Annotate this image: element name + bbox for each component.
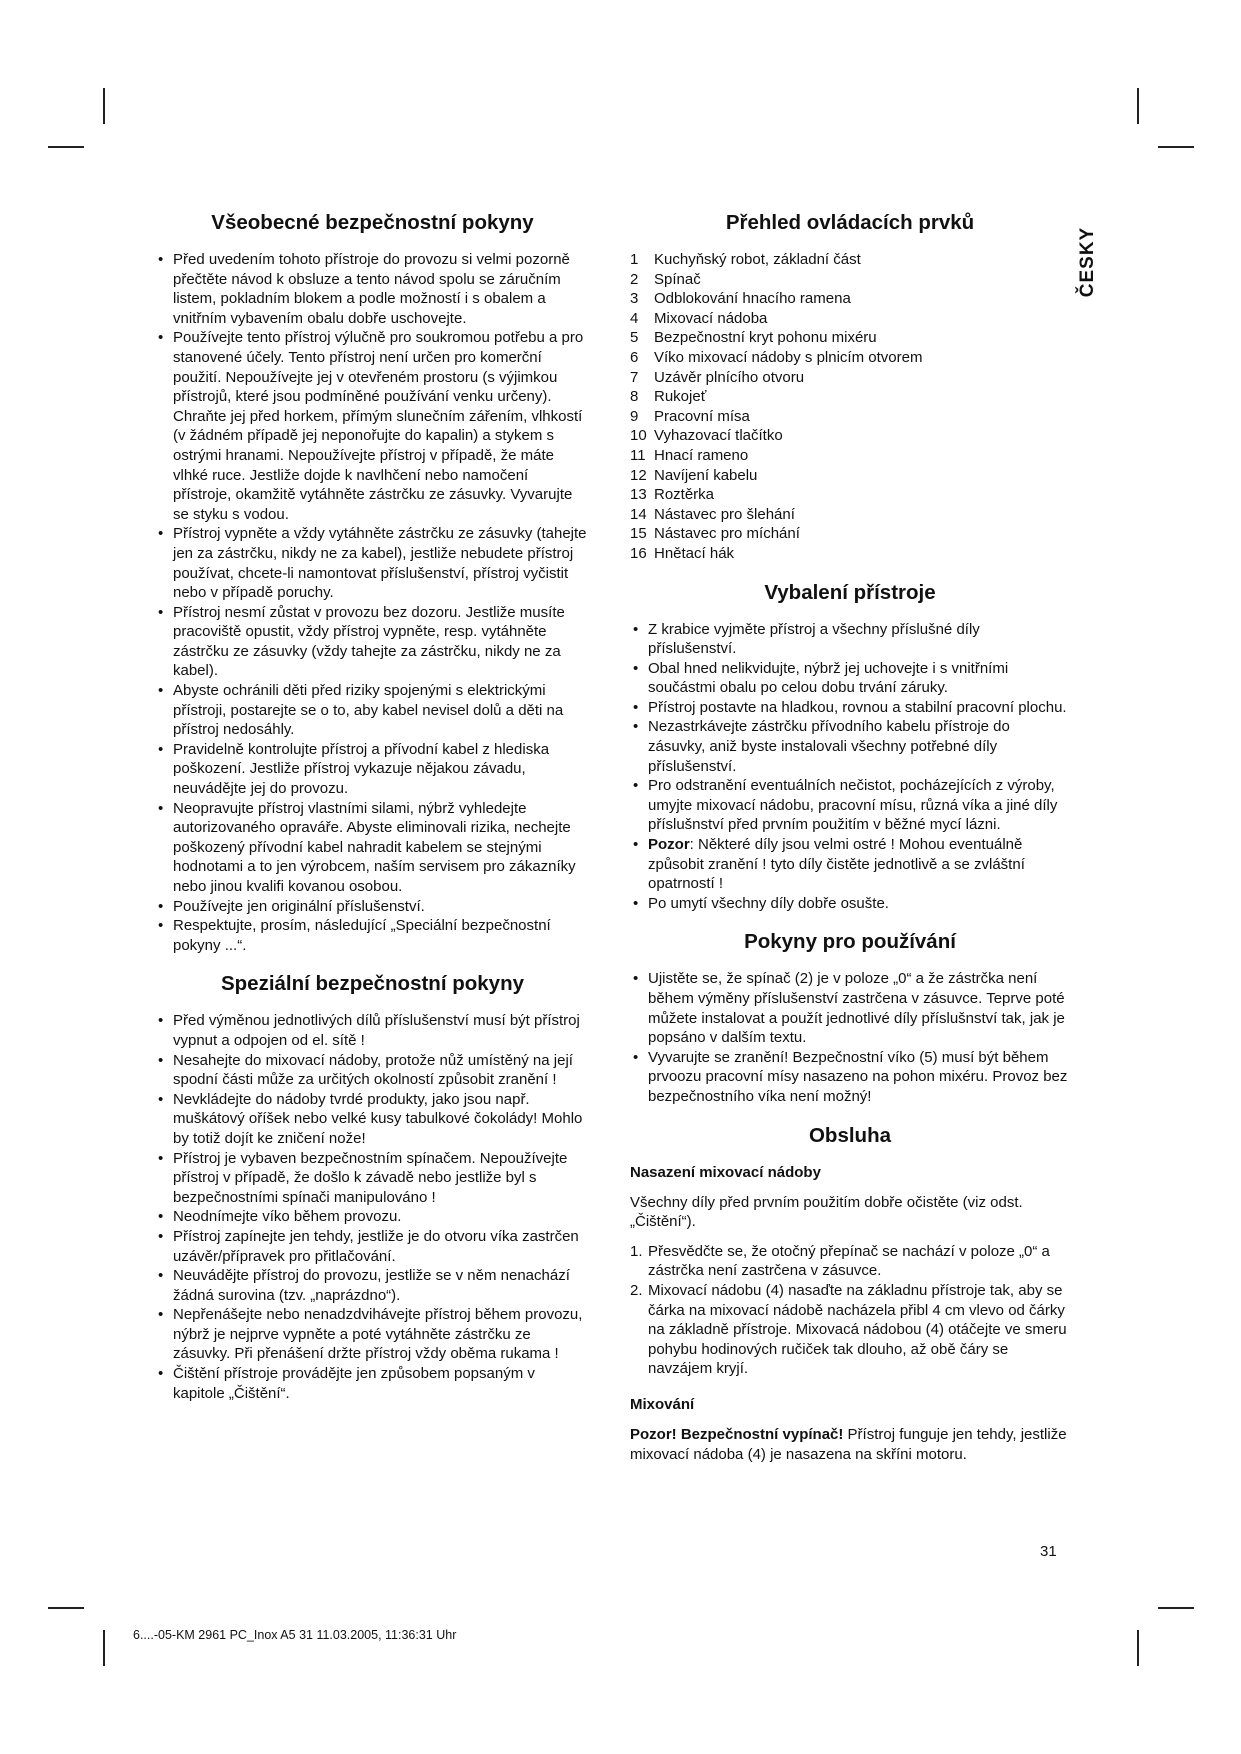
crop-mark-br-v [1137,1630,1139,1666]
list-item: • Používejte jen originální příslušenství. [155,897,590,917]
mixing-warning: Pozor! Bezpečnostní vypínač! Přístroj funguje jen tehdy, jestliže mixovací nádoba (4) je nasazena na skříni motoru. [630,1425,1067,1463]
list-item: • Před uvedením tohoto přístroje do provozu si velmi pozorně přečtěte návod k obsluze a tento návod spolu se záručním listem, pokladním blokem a podle možností i s obalem a vnitřním vybavením obalu dobře uschovejte. [155,250,590,328]
part-row: 6 Víko mixovací nádoby s plnicím otvorem [630,348,923,366]
list-item: 1. Přesvědčte se, že otočný přepínač se nachází v poloze „0“ a zástrčka není zastrčena v zásuvce. [630,1242,1050,1280]
crop-mark-bl-v [103,1630,105,1666]
list-item: • Ujistěte se, že spínač (2) je v poloze „0“ a že zástrčka není během výměny příslušenství zastrčena v zásuvce. Teprve poté můžete instalovat a použít jednotlivé díly příslušnství tak, jak je popsáno v dalším textu. [630,969,1070,1047]
operation-intro: Všechny díly před prvním použitím dobře očistěte (viz odst. „Čištění“). [630,1193,1023,1231]
crop-mark-tr-v [1137,88,1139,124]
list-item: • Přístroj zapínejte jen tehdy, jestliže je do otvoru víka zastrčen uzávěr/přípravek pro přitlačování. [155,1227,590,1266]
part-row: 8 Rukojeť [630,388,707,406]
right-column [630,210,1070,1474]
general-safety-title: Všeobecné bezpečnostní pokyny [211,211,534,234]
left-column [155,210,590,1419]
print-footer: 6....-05-KM 2961 PC_Inox A5 31 11.03.2005, 11:36:31 Uhr [133,1628,457,1642]
list-item: • Čištění přístroje provádějte jen způsobem popsaným v kapitole „Čištění“. [155,1364,590,1403]
list-item: • Nevkládejte do nádoby tvrdé produkty, jako jsou např. muškátový oříšek nebo velké kusy tabulkové čokolády! Mohlo by totiž dojít ke zničení nože! [155,1090,590,1149]
list-item: • Před výměnou jednotlivých dílů příslušenství musí být přístroj vypnut a odpojen od el. sítě ! [155,1011,590,1050]
list-item: • Neuvádějte přístroj do provozu, jestliže se v něm nenachází žádná surovina (tzv. „naprázdno“). [155,1266,590,1305]
warning-label: Pozor [648,836,690,854]
controls-overview-title: Přehled ovládacích prvků [725,211,975,234]
part-row: 16 Hnětací hák [630,544,735,562]
list-item: • Přístroj postavte na hladkou, rovnou a stabilní pracovní plochu. [630,698,1070,718]
list-item: • Po umytí všechny díly dobře osušte. [630,894,1070,914]
usage-title: Pokyny pro používání [744,930,956,954]
language-label: ČESKY [1077,226,1098,298]
general-safety-section [155,210,590,955]
list-item: • Pro odstranění eventuálních nečistot, pocházejících z výroby, umyjte mixovací nádobu, pracovní mísu, různá víka a jiné díly příslušnství před prvním použitím v běžné mycí lázni. [630,776,1070,835]
warning-label: Pozor! Bezpečnostní vypínač! [630,1425,844,1443]
language-tab [1068,222,1108,302]
crop-mark-bl-h [48,1607,84,1609]
controls-overview-section [630,210,1070,564]
part-row: 13 Roztěrka [630,486,715,504]
list-item: • Nesahejte do mixovací nádoby, protože nůž umístěný na její spodní části může za určitých okolností způsobit zranění ! [155,1051,590,1090]
part-row: 3 Odblokování hnacího ramena [630,290,851,308]
list-item: • Abyste ochránili děti před riziky spojenými s elektrickými přístroji, postarejte se o to, aby kabel nevisel dolů a děti na přístroj nedosáhly. [155,681,590,740]
list-item: • Pravidelně kontrolujte přístroj a přívodní kabel z hlediska poškození. Jestliže přístroj vykazuje nějakou závadu, neuvádějte jej do provozu. [155,740,590,799]
list-item: • Obal hned nelikvidujte, nýbrž jej uchovejte i s vnitřními součástmi obalu po celou dobu trvání záruky. [630,659,1070,698]
list-item: • Přístroj je vybaven bezpečnostním spínačem. Nepoužívejte přístroj v případě, že došlo k závadě nebo jestliže byl s bezpečnostními spínači manipulováno ! [155,1149,590,1208]
list-item: • Neodnímejte víko během provozu. [155,1207,590,1227]
part-row: 10 Vyhazovací tlačítko [630,427,783,445]
special-safety-list [155,1011,590,1403]
list-item: • Nezastrkávejte zástrčku přívodního kabelu přístroje do zásuvky, aniž byste instalovali všechny potřebné díly příslušenství. [630,717,1070,776]
parts-list [630,250,922,564]
unpacking-title: Vybalení přístroje [764,580,936,604]
list-item: • Přístroj vypněte a vždy vytáhněte zástrčku ze zásuvky (tahejte jen za zástrčku, nikdy ne za kabel), jestliže nebudete přístroj používat, chcete-li namontovat příslušenství, přístroj vyčistit nebo v případě poruchy. [155,524,590,602]
usage-section [630,929,1070,1106]
page-number: 31 [1040,1543,1057,1560]
list-item: • Pozor: Některé díly jsou velmi ostré ! Mohou eventuálně způsobit zranění ! tyto díly čistěte jednotlivě a se zvláštní opatrností ! [630,835,1070,894]
part-row: 7 Uzávěr plnícího otvoru [630,368,805,386]
part-row: 15 Nástavec pro míchání [630,525,800,543]
part-row: 12 Navíjení kabelu [630,466,758,484]
operation-subtitle-mixing: Mixování [630,1395,695,1413]
list-item: • Neopravujte přístroj vlastními silami, nýbrž vyhledejte autorizovaného opraváře. Abyste eliminovali rizika, nechejte poškozený přívodní kabel nahradit kabelem se stejnými hodnotami a to jen výrobcem, naším servisem pro zákazníky nebo jinou kvalifi kovanou osobou. [155,799,590,897]
operation-section [630,1123,1070,1465]
part-row: 4 Mixovací nádoba [630,309,768,327]
operation-title: Obsluha [808,1123,891,1147]
special-safety-title: Speziální bezpečnostní pokyny [220,972,524,996]
crop-mark-br-h [1158,1607,1194,1609]
list-item: • Nepřenášejte nebo nenadzdvihávejte přístroj během provozu, nýbrž je nejprve vypněte a poté vytáhněte zástrčku ze zásuvky. Při přenášení držte přístroj vždy oběma rukama ! [155,1305,590,1364]
list-item: 2. Mixovací nádobu (4) nasaďte na základnu přístroje tak, aby se čárka na mixovací nádobě nacházela přibl 4 cm vlevo od čárky na základně přístroje. Mixovacá nádobou (4) otáčejte ve smeru pohybu hodinových ručiček tak dlouho, až obě čáry se navzájem kryjí. [630,1281,1067,1378]
unpacking-section [630,580,1070,914]
list-item: • Respektujte, prosím, následující „Speciální bezpečnostní pokyny ...“. [155,916,590,955]
crop-mark-tr-h [1158,146,1194,148]
list-item: • Vyvarujte se zranění! Bezpečnostní víko (5) musí být během prvoozu pracovní mísy nasazeno na pohon mixéru. Provoz bez bezpečnostního víka není možný! [630,1048,1070,1107]
part-row: 2 Spínač [630,270,701,288]
special-safety-section [155,971,590,1403]
crop-mark-tl-h [48,146,84,148]
general-safety-list [155,250,590,955]
unpacking-list [630,620,1070,914]
part-row: 14 Nástavec pro šlehání [630,505,795,523]
list-item: • Z krabice vyjměte přístroj a všechny příslušné díly příslušenství. [630,620,1070,659]
list-item: • Používejte tento přístroj výlučně pro soukromou potřebu a pro stanovené účely. Tento přístroj není určen pro komerční použití. Nepoužívejte jej v otevřeném prostoru (s výjimkou přístrojů, které jsou podmíněné používání venku určeny). Chraňte jej před horkem, přímým slunečním zářením, vlhkostí (v žádném případě jej neponořujte do kapalin) a stykem s ostrými hranami. Nepoužívejte přístroj v případě, že máte vlhké ruce. Jestliže dojde k navlhčení nebo namočení přístroje, okamžitě vytáhněte zástrčku ze zásuvky. Vyvarujte se styku s vodou. [155,328,590,524]
part-row: 11 Hnací rameno [630,446,749,464]
list-item: • Přístroj nesmí zůstat v provozu bez dozoru. Jestliže musíte pracoviště opustit, vždy přístroj vypněte, resp. vytáhněte zástrčku ze zásuvky (vždy tahejte za zástrčku, nikdy ne za kabel). [155,603,590,681]
operation-steps [630,1242,1070,1379]
crop-mark-tl-v [103,88,105,124]
operation-subtitle-mounting: Nasazení mixovací nádoby [630,1163,821,1181]
part-row: 1 Kuchyňský robot, základní část [630,251,861,268]
usage-list [630,969,1070,1106]
part-row: 5 Bezpečnostní kryt pohonu mixéru [630,329,877,347]
part-row: 9 Pracovní mísa [630,407,750,425]
